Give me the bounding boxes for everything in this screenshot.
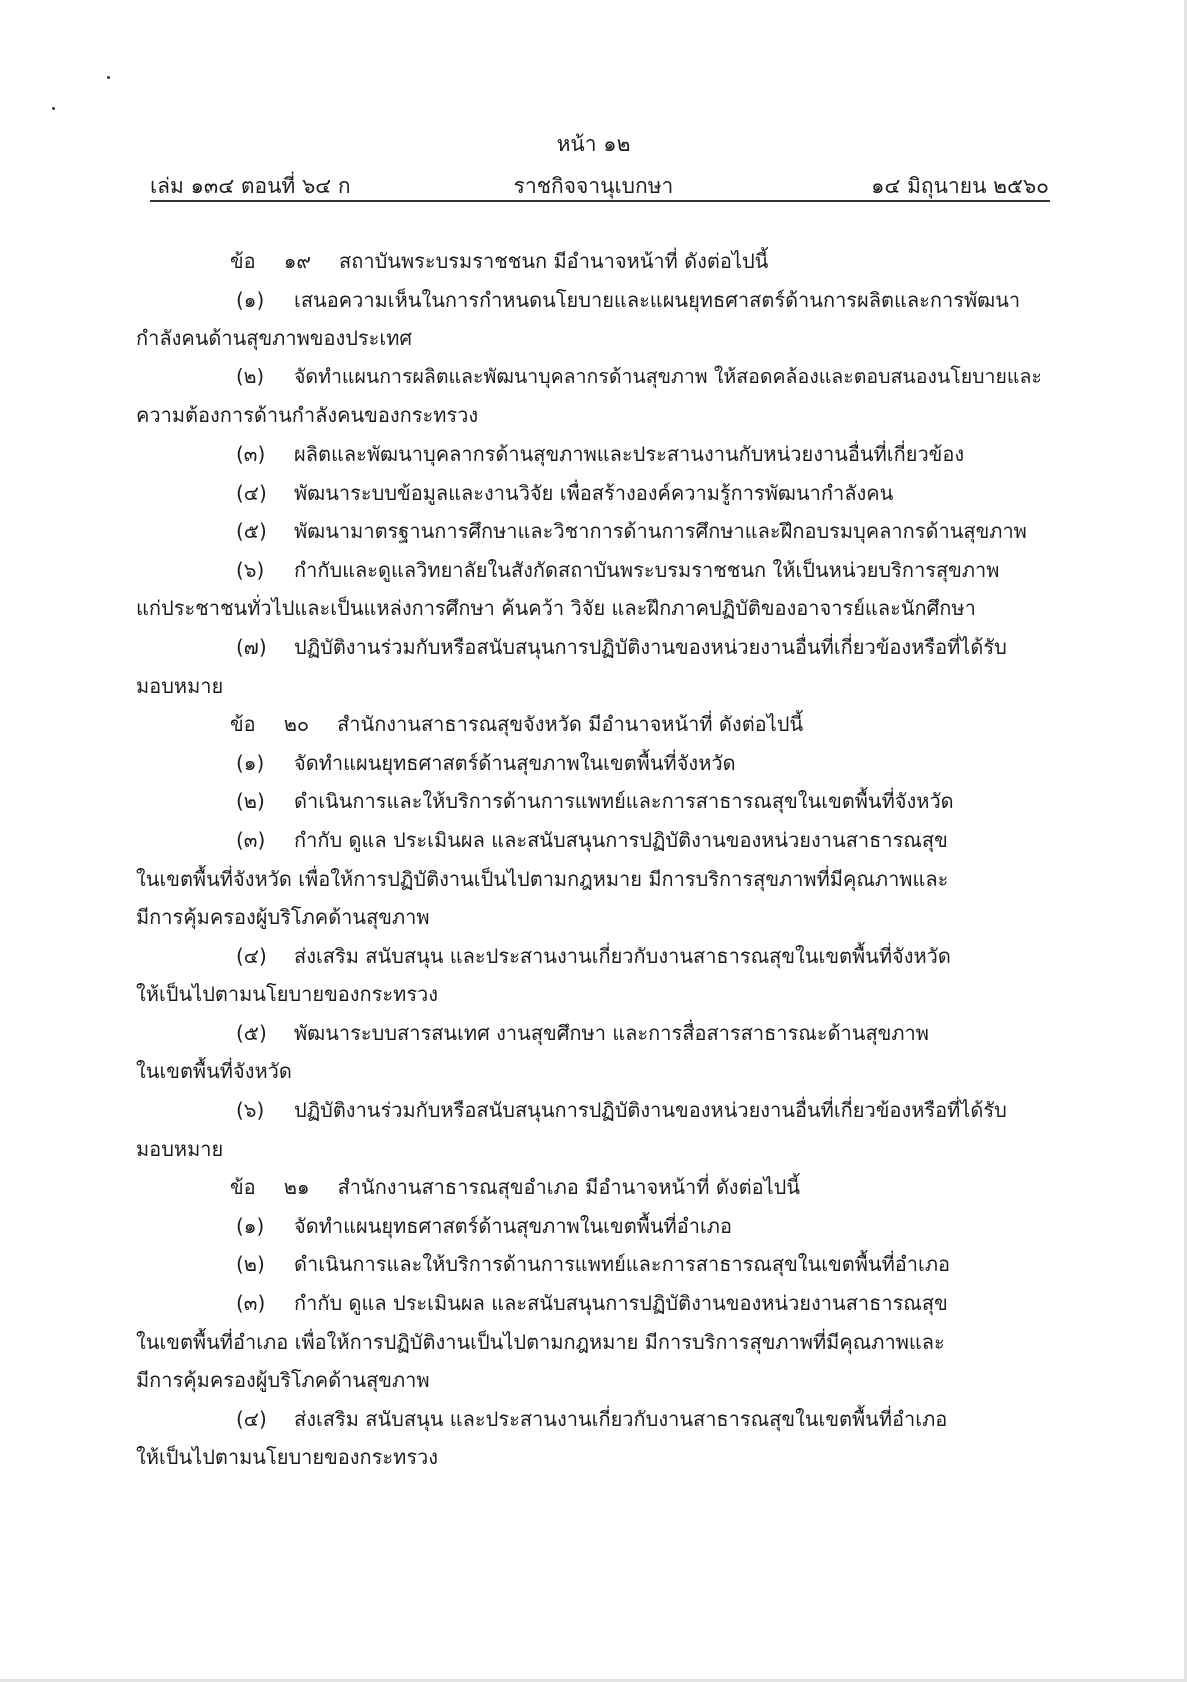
item-marker: (๒): [236, 364, 265, 388]
item-marker: (๖): [236, 1098, 265, 1123]
header-rule: [150, 200, 1050, 202]
item-marker: (๓): [236, 827, 266, 852]
section-number: ๒๑: [283, 1175, 310, 1200]
list-item: [136, 281, 1050, 320]
item-continuation: กำลังคนด้านสุขภาพของประเทศ: [136, 326, 413, 351]
item-text: พัฒนาระบบข้อมูลและงานวิจัย เพื่อสร้างองค์ความรู้การพัฒนากำลังคน: [294, 480, 894, 505]
list-item: [136, 1207, 1050, 1246]
item-marker: (๔): [236, 1406, 267, 1431]
section-title: สถาบันพระบรมราชชนก มีอำนาจหน้าที่ ดังต่อไปนี้: [339, 249, 769, 273]
item-marker: (๓): [236, 1291, 266, 1316]
publication-title: ราชกิจจานุเบกษา: [513, 174, 674, 198]
item-text: เสนอความเห็นในการกำหนดนโยบายและแผนยุทธศาสตร์ด้านการผลิตและการพัฒนา: [294, 287, 1021, 312]
item-continuation: ในเขตพื้นที่จังหวัด เพื่อให้การปฏิบัติงานเป็นไปตามกฎหมาย มีการบริการสุขภาพที่มีคุณภาพและ: [136, 866, 949, 891]
item-continuation: มีการคุ้มครองผู้บริโภคด้านสุขภาพ: [136, 905, 430, 930]
item-marker: (๔): [236, 943, 267, 968]
item-text: ดำเนินการและให้บริการด้านการแพทย์และการสาธารณสุขในเขตพื้นที่จังหวัด: [294, 789, 954, 814]
list-item: [136, 358, 1050, 397]
list-item: [136, 1245, 1050, 1284]
item-text: จัดทำแผนการผลิตและพัฒนาบุคลากรด้านสุขภาพ ให้สอดคล้องและตอบสนองนโยบายและ: [294, 364, 1042, 388]
list-item: [136, 744, 1050, 783]
section-label: ข้อ: [230, 249, 256, 273]
section-number: ๑๙: [283, 249, 312, 273]
item-text: จัดทำแผนยุทธศาสตร์ด้านสุขภาพในเขตพื้นที่อำเภอ: [294, 1213, 732, 1238]
item-text: กำกับ ดูแล ประเมินผล และสนับสนุนการปฏิบัติงานของหน่วยงานสาธารณสุข: [294, 1291, 948, 1316]
section-number: ๒๐: [283, 712, 310, 737]
item-continuation: มีการคุ้มครองผู้บริโภคด้านสุขภาพ: [136, 1368, 430, 1393]
item-text: ส่งเสริม สนับสนุน และประสานงานเกี่ยวกับงานสาธารณสุขในเขตพื้นที่จังหวัด: [294, 943, 951, 968]
list-item: [136, 628, 1050, 667]
list-item: [136, 435, 1050, 474]
list-item: [136, 1400, 1050, 1439]
item-text: ปฏิบัติงานร่วมกับหรือสนับสนุนการปฏิบัติงานของหน่วยงานอื่นที่เกี่ยวข้องหรือที่ได้รับ: [294, 634, 1007, 659]
scan-speck: [107, 76, 110, 79]
publication-date: ๑๔ มิถุนายน ๒๕๖๐: [871, 174, 1049, 198]
item-text: จัดทำแผนยุทธศาสตร์ด้านสุขภาพในเขตพื้นที่จังหวัด: [294, 750, 736, 775]
item-continuation: ความต้องการด้านกำลังคนของกระทรวง: [136, 403, 479, 428]
section-label: ข้อ: [230, 1175, 256, 1200]
section-heading: [136, 705, 1050, 744]
item-text: กำกับและดูแลวิทยาลัยในสังกัดสถาบันพระบรมราชชนก ให้เป็นหน่วยบริการสุขภาพ: [294, 557, 1000, 582]
list-item: [136, 937, 1050, 976]
item-continuation: แก่ประชาชนทั่วไปและเป็นแหล่งการศึกษา ค้นคว้า วิจัย และฝึกภาคปฏิบัติของอาจารย์และนักศึกษา: [136, 596, 976, 621]
list-item: [136, 1091, 1050, 1130]
item-marker: (๗): [236, 634, 267, 659]
item-marker: (๑): [236, 750, 265, 775]
item-marker: (๓): [236, 441, 266, 466]
item-continuation: มอบหมาย: [136, 673, 224, 698]
section-heading: [136, 242, 1050, 281]
list-item: [136, 512, 1050, 551]
item-continuation: ให้เป็นไปตามนโยบายของกระทรวง: [136, 982, 439, 1007]
list-item: [136, 551, 1050, 590]
list-item: [136, 474, 1050, 513]
page-number: หน้า ๑๒: [556, 132, 631, 156]
section-label: ข้อ: [230, 712, 256, 737]
list-item: [136, 782, 1050, 821]
section-title: สำนักงานสาธารณสุขจังหวัด มีอำนาจหน้าที่ ดังต่อไปนี้: [337, 712, 804, 737]
document-body: [136, 242, 1050, 1477]
item-continuation: ให้เป็นไปตามนโยบายของกระทรวง: [136, 1445, 439, 1470]
item-continuation: ในเขตพื้นที่อำเภอ เพื่อให้การปฏิบัติงานเป็นไปตามกฎหมาย มีการบริการสุขภาพที่มีคุณภาพและ: [136, 1329, 945, 1354]
item-text: กำกับ ดูแล ประเมินผล และสนับสนุนการปฏิบัติงานของหน่วยงานสาธารณสุข: [294, 827, 948, 852]
item-marker: (๖): [236, 557, 265, 582]
item-marker: (๕): [236, 1020, 267, 1045]
list-item: [136, 1014, 1050, 1053]
item-continuation: ในเขตพื้นที่จังหวัด: [136, 1059, 292, 1084]
scan-speck: [52, 107, 55, 110]
item-text: พัฒนาระบบสารสนเทศ งานสุขศึกษา และการสื่อสารสาธารณะด้านสุขภาพ: [294, 1020, 929, 1045]
item-marker: (๔): [236, 480, 267, 505]
item-text: พัฒนามาตรฐานการศึกษาและวิชาการด้านการศึกษาและฝึกอบรมบุคลากรด้านสุขภาพ: [294, 519, 1027, 544]
item-text: ส่งเสริม สนับสนุน และประสานงานเกี่ยวกับงานสาธารณสุขในเขตพื้นที่อำเภอ: [294, 1406, 948, 1431]
item-marker: (๑): [236, 287, 265, 312]
list-item: [136, 1284, 1050, 1323]
section-title: สำนักงานสาธารณสุขอำเภอ มีอำนาจหน้าที่ ดังต่อไปนี้: [337, 1175, 800, 1200]
item-text: ดำเนินการและให้บริการด้านการแพทย์และการสาธารณสุขในเขตพื้นที่อำเภอ: [294, 1252, 951, 1277]
volume-issue: เล่ม ๑๓๔ ตอนที่ ๖๔ ก: [150, 174, 351, 198]
item-continuation: มอบหมาย: [136, 1136, 224, 1161]
item-marker: (๑): [236, 1213, 265, 1238]
item-text: ปฏิบัติงานร่วมกับหรือสนับสนุนการปฏิบัติงานของหน่วยงานอื่นที่เกี่ยวข้องหรือที่ได้รับ: [294, 1098, 1007, 1123]
item-marker: (๒): [236, 1252, 265, 1277]
item-marker: (๒): [236, 789, 265, 814]
section-heading: [136, 1168, 1050, 1207]
item-text: ผลิตและพัฒนาบุคลากรด้านสุขภาพและประสานงานกับหน่วยงานอื่นที่เกี่ยวข้อง: [294, 441, 965, 466]
item-marker: (๕): [236, 519, 267, 544]
list-item: [136, 821, 1050, 860]
